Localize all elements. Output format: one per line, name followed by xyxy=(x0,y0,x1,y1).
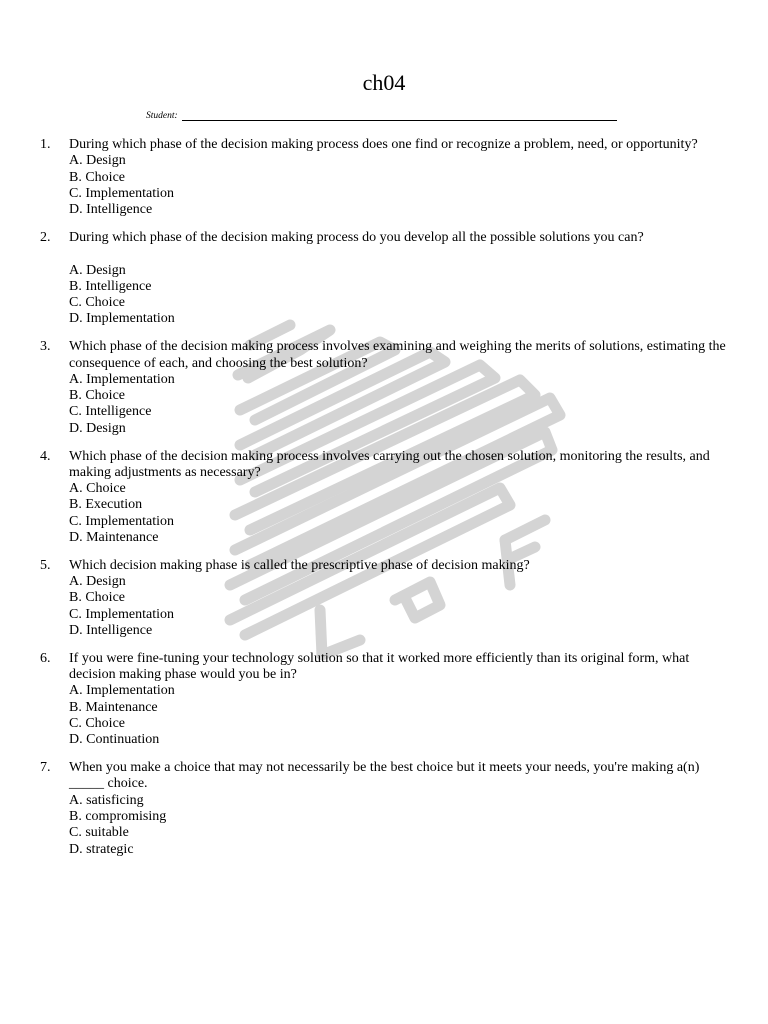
question-list xyxy=(40,137,730,869)
answer-option: A. Design xyxy=(69,262,126,278)
student-name-blank xyxy=(182,111,617,121)
answer-option: D. Intelligence xyxy=(69,623,153,639)
answer-option: A. satisficing xyxy=(69,792,144,808)
answer-option: D. Continuation xyxy=(69,732,160,748)
student-label: Student: xyxy=(146,111,178,121)
question-text: When you make a choice that may not necessarily be the best choice but it meets your needs, you're making a(n) _____ choice. xyxy=(69,760,700,792)
question-number: 3. xyxy=(40,339,51,355)
answer-options xyxy=(69,683,730,748)
answer-option: A. Design xyxy=(69,574,126,590)
question-number: 2. xyxy=(40,229,51,245)
question-item xyxy=(40,137,730,218)
question-item xyxy=(40,449,730,547)
question-text: During which phase of the decision making process do you develop all the possible solutions you can? xyxy=(69,229,644,245)
student-name-line xyxy=(146,111,617,121)
answer-option: D. Maintenance xyxy=(69,530,159,546)
question-text: If you were fine-tuning your technology solution so that it worked more efficiently than its original form, what decision making phase would you be in? xyxy=(69,650,690,683)
answer-option: C. Implementation xyxy=(69,513,174,529)
answer-option: B. Maintenance xyxy=(69,699,158,715)
answer-option: C. Choice xyxy=(69,716,125,731)
answer-option: D. Intelligence xyxy=(69,202,153,218)
answer-option: A. Implementation xyxy=(69,371,175,387)
question-text: During which phase of the decision making process does one find or recognize a problem, need, or opportunity? xyxy=(69,137,698,152)
answer-options xyxy=(69,481,730,546)
question-item xyxy=(40,558,730,639)
answer-option: C. Intelligence xyxy=(69,404,152,420)
answer-option: A. Implementation xyxy=(69,683,175,699)
answer-option: B. Choice xyxy=(69,388,125,404)
answer-option: C. suitable xyxy=(69,825,129,841)
answer-option: B. Execution xyxy=(69,497,143,513)
answer-option: B. Intelligence xyxy=(69,278,152,294)
answer-options xyxy=(69,153,730,218)
question-text: Which decision making phase is called the prescriptive phase of decision making? xyxy=(69,557,530,573)
question-number: 7. xyxy=(40,760,51,776)
answer-options xyxy=(69,372,730,437)
answer-option: B. Choice xyxy=(69,590,125,606)
question-number: 6. xyxy=(40,650,51,666)
question-number: 5. xyxy=(40,557,51,573)
answer-options xyxy=(69,263,730,328)
answer-option: D. Implementation xyxy=(69,311,175,327)
question-text: Which phase of the decision making process involves examining and weighing the merits of solutions, estimating the consequence of each, and choosing the best solution? xyxy=(69,339,726,371)
question-number: 1. xyxy=(40,137,51,152)
answer-option: A. Choice xyxy=(69,481,126,497)
answer-option: B. compromising xyxy=(69,808,167,824)
answer-option: C. Implementation xyxy=(69,606,174,622)
question-text: Which phase of the decision making process involves carrying out the chosen solution, monitoring the results, and making adjustments as necessary? xyxy=(69,448,710,480)
answer-option: D. strategic xyxy=(69,841,134,857)
answer-option: D. Design xyxy=(69,420,126,436)
question-item xyxy=(40,760,730,858)
answer-options xyxy=(69,574,730,639)
question-item xyxy=(40,230,730,328)
answer-options xyxy=(69,793,730,858)
answer-option: A. Design xyxy=(69,153,126,169)
question-item xyxy=(40,339,730,437)
answer-option: C. Implementation xyxy=(69,185,174,201)
answer-option: B. Choice xyxy=(69,169,125,185)
question-number: 4. xyxy=(40,448,51,464)
answer-option: C. Choice xyxy=(69,295,125,311)
question-item xyxy=(40,651,730,749)
page-title: ch04 xyxy=(362,70,406,95)
